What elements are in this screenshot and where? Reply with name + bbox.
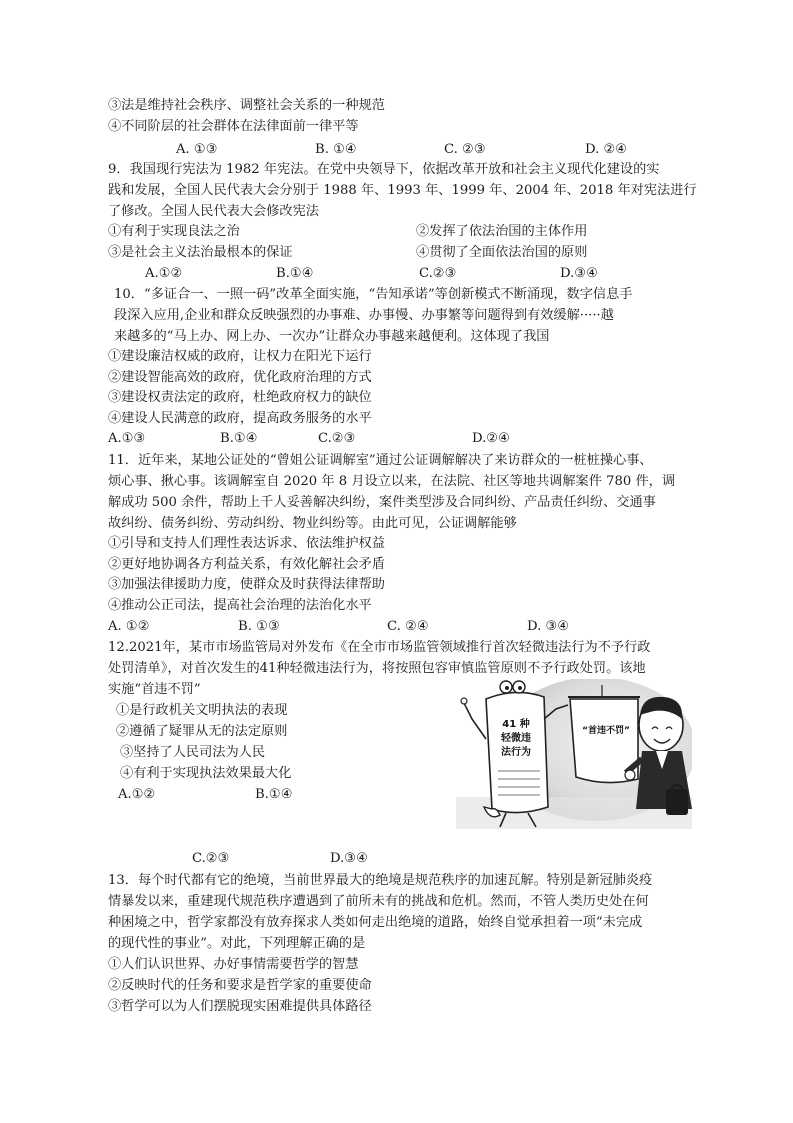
q10-stem-line-1: 10．“多证合一、一照一码”改革全面实施，“告知承诺”等创新模式不断涌现，数字信息手 [114, 287, 633, 302]
q13-item-3: ③哲学可以为人们摆脱现实困难提供具体路径 [108, 999, 372, 1014]
q13-item-2: ②反映时代的任务和要求是哲学家的重要使命 [108, 978, 372, 993]
q12-option-d: D.③④ [330, 851, 368, 866]
q12-option-a: A.①② [118, 787, 156, 802]
scroll-text-line-2: 轻微违 [501, 733, 531, 744]
q9-stem-line-3: 了修改。全国人民代表大会修改宪法 [108, 204, 319, 219]
q12-item-1: ①是行政机关文明执法的表现 [116, 703, 288, 718]
q11-item-4: ④推动公正司法，提高社会治理的法治化水平 [108, 598, 372, 613]
q10-item-4: ④建设人民满意的政府，提高政务服务的水平 [108, 411, 372, 426]
q11-stem-line-3: 解成功 500 余件，帮助上千人妥善解决纠纷，案件类型涉及合同纠纷、产品责任纠纷、交通事 [108, 495, 656, 510]
q11-option-b: B. ①③ [238, 619, 280, 634]
q11-stem-line-1: 11．近年来，某地公证处的“曾姐公证调解室”通过公证调解解决了来访群众的一桩桩操心事、 [108, 453, 653, 468]
q12-option-c: C.②③ [192, 851, 230, 866]
q12-item-4: ④有利于实现执法效果最大化 [120, 766, 292, 781]
q12-stem-line-3: 实施“首违不罚” [108, 682, 201, 697]
q10-item-3: ③建设权责法定的政府，杜绝政府权力的缺位 [108, 390, 372, 405]
q9-stem-line-2: 践和发展，全国人民代表大会分别于 1988 年、1993 年、1999 年、2004 年、2018 年对宪法进行 [108, 183, 697, 198]
q10-option-d: D.②④ [472, 431, 510, 446]
q13-stem-line-2: 情暴发以来，重建现代规范秩序遭遇到了前所未有的挑战和危机。然而，不管人类历史处在何 [108, 894, 649, 909]
q12-item-3: ③坚持了人民司法为人民 [120, 745, 266, 760]
q9-option-b: B.①④ [276, 266, 314, 281]
q11-item-2: ②更好地协调各方利益关系，有效化解社会矛盾 [108, 557, 385, 572]
q8-option-a: A. ①③ [176, 142, 218, 157]
q9-item-3: ③是社会主义法治最根本的保证 [108, 245, 293, 260]
q9-item-2: ②发挥了依法治国的主体作用 [416, 224, 588, 239]
q8-item-3: ③法是维持社会秩序、调整社会关系的一种规范 [108, 98, 385, 113]
q9-item-4: ④贯彻了全面依法治国的原则 [416, 245, 588, 260]
q8-option-c: C. ②③ [444, 142, 486, 157]
q10-stem-line-2: 段深入应用,企业和群众反映强烈的办事难、办事慢、办事繁等问题得到有效缓解·····越 [114, 308, 614, 323]
q11-item-3: ③加强法律援助力度，使群众及时获得法律帮助 [108, 577, 385, 592]
q10-item-2: ②建设智能高效的政府，优化政府治理的方式 [108, 370, 372, 385]
q8-option-d: D. ②④ [585, 142, 628, 157]
q12-option-b: B.①④ [255, 787, 293, 802]
q13-item-1: ①人们认识世界、办好事情需要哲学的智慧 [108, 957, 359, 972]
q8-item-4: ④不同阶层的社会群体在法律面前一律平等 [108, 119, 359, 134]
q9-option-d: D.③④ [560, 266, 598, 281]
q12-item-2: ②遵循了疑罪从无的法定原则 [116, 724, 288, 739]
q10-item-1: ①建设廉洁权威的政府，让权力在阳光下运行 [108, 349, 372, 364]
q11-option-a: A. ①② [108, 619, 150, 634]
q9-option-c: C.②③ [419, 266, 457, 281]
q11-stem-line-4: 故纠纷、债务纠纷、劳动纠纷、物业纠纷等。由此可见，公证调解能够 [108, 516, 517, 531]
q10-option-a: A.①③ [108, 431, 146, 446]
q10-option-b: B.①④ [220, 431, 258, 446]
scroll-text-line-3: 法行为 [501, 747, 531, 758]
q13-stem-line-3: 种困境之中，哲学家都没有放弃探求人类如何走出绝境的道路，始终自觉承担着一项“未完成 [108, 915, 643, 930]
q11-item-1: ①引导和支持人们理性表达诉求、依法维护权益 [108, 536, 385, 551]
q11-stem-line-2: 烦心事、揪心事。该调解室自 2020 年 8 月设立以来，在法院、社区等地共调解案件 780 件，调 [108, 474, 676, 489]
q9-option-a: A.①② [145, 266, 183, 281]
q13-stem-line-1: 13．每个时代都有它的绝境，当前世界最大的绝境是规范秩序的加速瓦解。特别是新冠肺炎疫 [108, 873, 653, 888]
q9-item-1: ①有利于实现良法之治 [108, 224, 240, 239]
sign-text: “首违不罚” [582, 726, 630, 736]
q8-option-b: B. ①④ [315, 142, 357, 157]
q11-option-c: C. ②④ [387, 619, 429, 634]
cartoon-illustration [456, 679, 692, 829]
q13-stem-line-4: 的现代性的事业”。对此，下列理解正确的是 [108, 936, 366, 951]
q10-option-c: C.②③ [318, 431, 356, 446]
q12-stem-line-1: 12.2021年，某市市场监管局对外发布《在全市市场监管领域推行首次轻微违法行为不予行政 [108, 640, 651, 655]
q9-stem-line-1: 9．我国现行宪法为 1982 年宪法。在党中央领导下，依据改革开放和社会主义现代化建设的实 [108, 162, 660, 177]
q11-option-d: D. ③④ [527, 619, 570, 634]
q12-stem-line-2: 处罚清单》，对首次发生的41种轻微违法行为，将按照包容审慎监管原则不予行政处罚。该地 [108, 661, 646, 676]
scroll-text-line-1: 41 种 [502, 719, 530, 730]
q10-stem-line-3: 来越多的“马上办、网上办、一次办”让群众办事越来越便利。这体现了我国 [114, 329, 550, 344]
